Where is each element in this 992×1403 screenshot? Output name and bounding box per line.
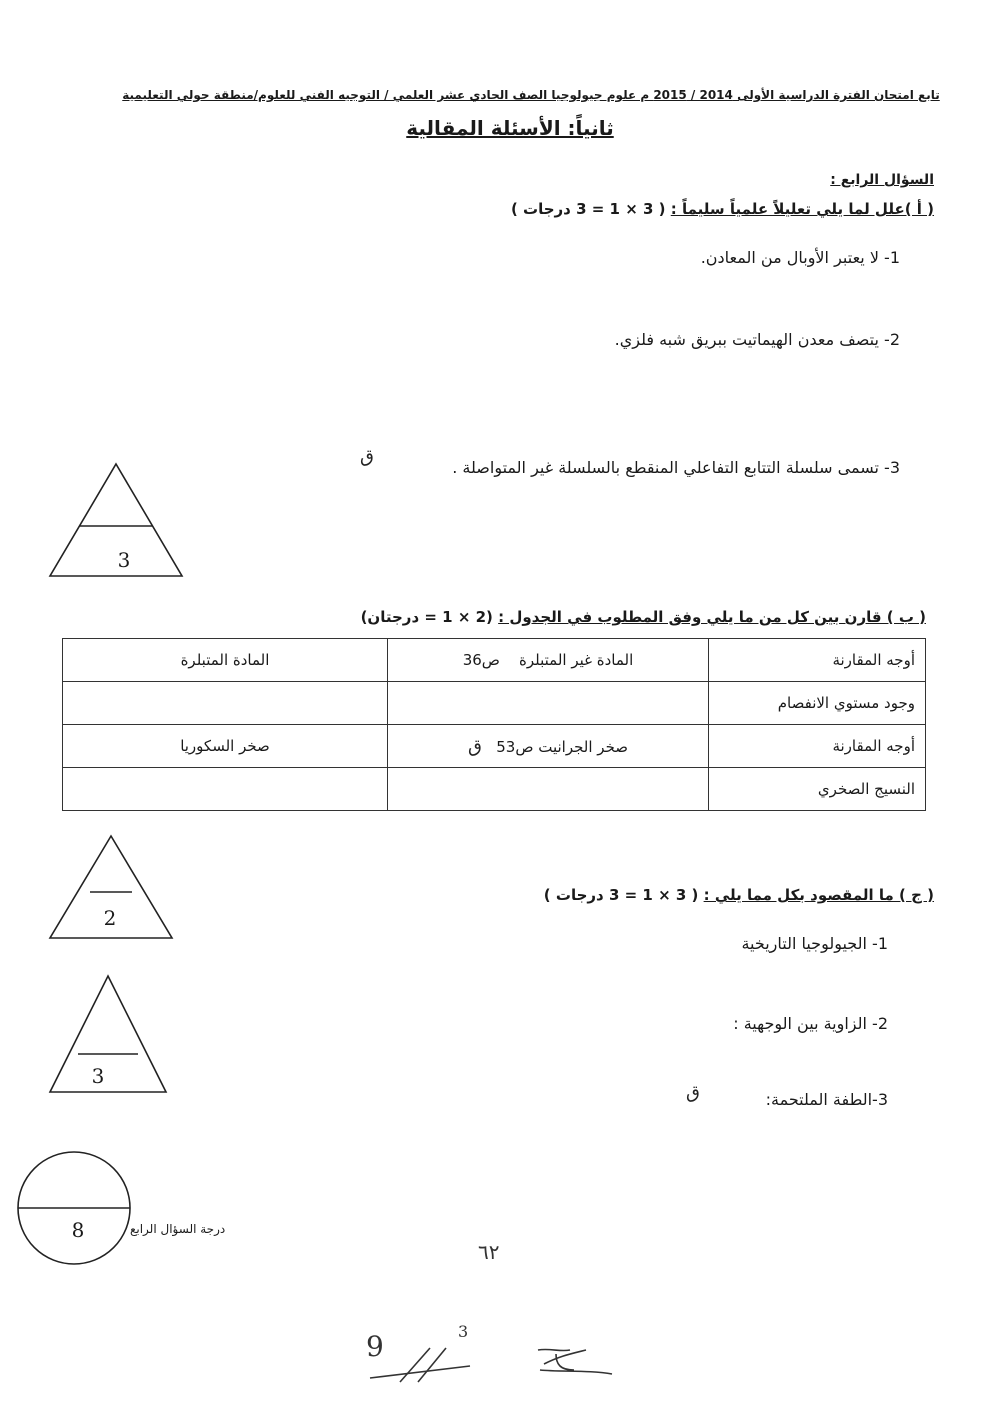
row2-col-a[interactable]	[388, 682, 709, 725]
part-c-label: ( ج ) ما المقصود بكل مما يلي :	[703, 886, 934, 904]
table-row	[63, 725, 926, 768]
part-c-heading	[544, 886, 934, 904]
row1-col-a	[388, 639, 709, 682]
part-c-item-2: 2- الزاوية بين الوجهية :	[733, 1014, 888, 1033]
grader-signature	[360, 1330, 630, 1390]
handwritten-mark-c: ق	[686, 1082, 700, 1103]
part-a-item-2: 2- يتصف معدن الهيماتيت ببريق شبه فلزي.	[614, 330, 900, 349]
row2-aspect: وجود مستوي الانفصام	[709, 682, 926, 725]
table-row	[63, 682, 926, 725]
part-a-item-1: 1- لا يعتبر الأوبال من المعادن.	[700, 248, 900, 267]
table-row	[63, 639, 926, 682]
part-c-marks: ( 3 × 1 = 3 درجات )	[543, 886, 699, 904]
total-score-label: درجة السؤال الرابع	[130, 1222, 226, 1236]
part-a-marks: ( 3 × 1 = 3 درجات )	[510, 200, 666, 218]
score-a-value: 3	[117, 548, 131, 572]
row4-col-a[interactable]	[388, 768, 709, 811]
part-b-heading	[361, 608, 926, 626]
score-b-value: 2	[103, 906, 117, 930]
question-heading: السؤال الرابع :	[830, 172, 934, 188]
table-row	[63, 768, 926, 811]
total-score-circle	[14, 1148, 134, 1268]
handwritten-mark-b: ق	[467, 735, 482, 757]
total-score-value: 8	[71, 1218, 85, 1242]
handwritten-mark-a: ق	[360, 446, 374, 467]
part-a-heading	[511, 200, 934, 218]
comparison-table	[62, 638, 926, 811]
part-b-marks: (2 × 1 = درجتان)	[360, 608, 493, 626]
grader-number: 9	[366, 1330, 384, 1363]
grader-superscript: 3	[458, 1322, 469, 1341]
row2-col-b[interactable]	[63, 682, 388, 725]
row3-col-a	[388, 725, 709, 768]
section-title: ثانياً: الأسئلة المقالية	[406, 116, 614, 140]
row1-col-b: المادة المتبلرة	[63, 639, 388, 682]
row4-aspect: النسيج الصخري	[709, 768, 926, 811]
score-c-value: 3	[91, 1064, 105, 1088]
exam-header-line: تابع امتحان الفترة الدراسية الأولى 2014 / 2015 م علوم جيولوجيا الصف الحادي عشر العلمي / التوجيه الفني للعلوم/منطقة حولي التعليمية	[122, 88, 940, 102]
part-a-label: ( أ )علل لما يلي تعليلاً علمياً سليماً :	[670, 200, 934, 218]
row3-col-b: صخر السكوريا	[63, 725, 388, 768]
part-a-item-3: 3- تسمى سلسلة التتابع التفاعلي المنقطع بالسلسلة غير المتواصلة .	[452, 458, 900, 477]
row1-col-a-note: ص36	[462, 651, 500, 669]
part-c-item-1: 1- الجيولوجيا التاريخية	[741, 934, 888, 953]
page-mark: ٦٢	[478, 1240, 500, 1264]
part-c-item-3: 3-الطفة الملتحمة:	[765, 1090, 888, 1109]
row1-aspect: أوجه المقارنة	[709, 639, 926, 682]
row3-aspect: أوجه المقارنة	[709, 725, 926, 768]
part-b-label: ( ب ) قارن بين كل من ما يلي وفق المطلوب في الجدول :	[498, 608, 926, 626]
row4-col-b[interactable]	[63, 768, 388, 811]
row1-col-a-text: المادة غير المتبلرة	[519, 651, 634, 669]
row3-col-a-text: صخر الجرانيت ص53	[496, 737, 629, 756]
